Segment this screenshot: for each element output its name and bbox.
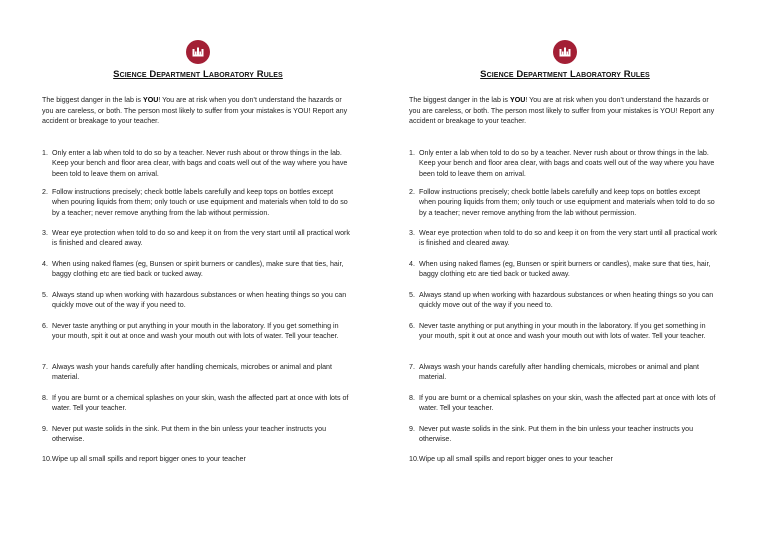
rule-number: 5. (42, 291, 48, 299)
rule-item (409, 259, 727, 280)
rule-text: Never put waste solids in the sink. Put them in the bin unless your teacher instructs you otherwise. (52, 425, 327, 444)
crown-icon (553, 40, 577, 64)
rule-number: 4. (409, 260, 415, 268)
rule-text: Follow instructions precisely; check bottle labels carefully and keep tops on bottles except when pouring liquids from them; only touch or use equipment and materials when told to do so by a teacher; never remove anything from the lab without permission. (419, 188, 715, 217)
rule-number: 9. (42, 425, 48, 433)
rule-item (409, 228, 727, 249)
rule-item (409, 424, 727, 445)
intro-emphasis: YOU (142, 96, 159, 104)
intro-text-start: The biggest danger in the lab is (409, 96, 510, 104)
rule-text: Wipe up all small spills and report bigger ones to your teacher (51, 455, 246, 463)
rule-item (409, 393, 727, 414)
rule-number: 6. (409, 322, 415, 330)
intro-paragraph (409, 95, 721, 127)
rule-number: 1. (409, 149, 415, 157)
rule-text: Only enter a lab when told to do so by a teacher. Never rush about or throw things in the lab. Keep your bench and floor area clear, with bags and coats well out of the way where you have been told to leave them on arrival. (52, 149, 348, 178)
intro-text-end: ! You are at risk when you don’t understand the hazards or you are careless, or both. The person most likely to suffer from your mistakes is YOU! Report any accident or breakage to your teacher. (42, 96, 348, 125)
rule-item (409, 454, 727, 464)
rule-number: 10. (42, 455, 52, 463)
rule-text: Never taste anything or put anything in your mouth in the laboratory. If you get something in your mouth, spit it out at once and wash your mouth out with lots of water. Tell your teacher. (419, 322, 706, 341)
rule-number: 3. (42, 229, 48, 237)
rule-text: Always stand up when working with hazardous substances or when heating things so you can quickly move out of the way if you need to. (419, 291, 714, 310)
rule-item (42, 148, 360, 179)
rule-item (409, 321, 727, 342)
rule-item (42, 228, 360, 249)
rule-text: Always stand up when working with hazardous substances or when heating things so you can quickly move out of the way if you need to. (52, 291, 347, 310)
rule-text: Never put waste solids in the sink. Put them in the bin unless your teacher instructs you otherwise. (419, 425, 694, 444)
rule-number: 7. (409, 363, 415, 371)
rule-number: 2. (409, 188, 415, 196)
rule-number: 7. (42, 363, 48, 371)
rule-number: 5. (409, 291, 415, 299)
rule-text: If you are burnt or a chemical splashes on your skin, wash the affected part at once with lots of water. Tell your teacher. (419, 394, 716, 413)
rule-item (409, 290, 727, 311)
rule-item (42, 424, 360, 445)
rule-text: Never taste anything or put anything in your mouth in the laboratory. If you get something in your mouth, spit it out at once and wash your mouth out with lots of water. Tell your teacher. (52, 322, 339, 341)
rule-number: 4. (42, 260, 48, 268)
rule-number: 9. (409, 425, 415, 433)
rule-text: When using naked flames (eg, Bunsen or spirit burners or candles), make sure that ties, hair, baggy clothing etc are tied back or tucked away. (419, 260, 711, 279)
intro-paragraph (42, 95, 354, 127)
rule-text: Always wash your hands carefully after handling chemicals, microbes or animal and plant material. (419, 363, 699, 382)
rule-item (409, 362, 727, 383)
rule-number: 8. (409, 394, 415, 402)
rule-text: Always wash your hands carefully after handling chemicals, microbes or animal and plant material. (52, 363, 332, 382)
rule-item (42, 393, 360, 414)
rule-number: 2. (42, 188, 48, 196)
rule-text: If you are burnt or a chemical splashes on your skin, wash the affected part at once with lots of water. Tell your teacher. (52, 394, 349, 413)
rule-number: 10. (409, 455, 419, 463)
rule-number: 8. (42, 394, 48, 402)
rule-text: Follow instructions precisely; check bottle labels carefully and keep tops on bottles except when pouring liquids from them; only touch or use equipment and materials when told to do so by a teacher; never remove anything from the lab without permission. (52, 188, 348, 217)
sheet-title: Science Department Laboratory Rules (480, 69, 650, 80)
rule-item (42, 454, 360, 464)
intro-text-start: The biggest danger in the lab is (42, 96, 143, 104)
intro-text-end: ! You are at risk when you don’t understand the hazards or you are careless, or both. The person most likely to suffer from your mistakes is YOU! Report any accident or breakage to your teacher. (409, 96, 715, 125)
rule-item (409, 148, 727, 179)
rule-item (409, 187, 727, 218)
crown-icon (186, 40, 210, 64)
rule-item (42, 259, 360, 280)
rule-text: Wipe up all small spills and report bigger ones to your teacher (418, 455, 613, 463)
rule-item (42, 321, 360, 342)
rule-text: Wear eye protection when told to do so and keep it on from the very start until all practical work is finished and cleared away. (52, 229, 350, 248)
rule-text: Wear eye protection when told to do so and keep it on from the very start until all practical work is finished and cleared away. (419, 229, 717, 248)
rule-number: 1. (42, 149, 48, 157)
rule-item (42, 290, 360, 311)
sheet-title: Science Department Laboratory Rules (113, 69, 283, 80)
rule-number: 6. (42, 322, 48, 330)
rule-item (42, 187, 360, 218)
rule-number: 3. (409, 229, 415, 237)
rule-item (42, 362, 360, 383)
intro-emphasis: YOU (509, 96, 526, 104)
rule-text: Only enter a lab when told to do so by a teacher. Never rush about or throw things in the lab. Keep your bench and floor area clear, with bags and coats well out of the way where you have been told to leave them on arrival. (419, 149, 715, 178)
rule-text: When using naked flames (eg, Bunsen or spirit burners or candles), make sure that ties, hair, baggy clothing etc are tied back or tucked away. (52, 260, 344, 279)
